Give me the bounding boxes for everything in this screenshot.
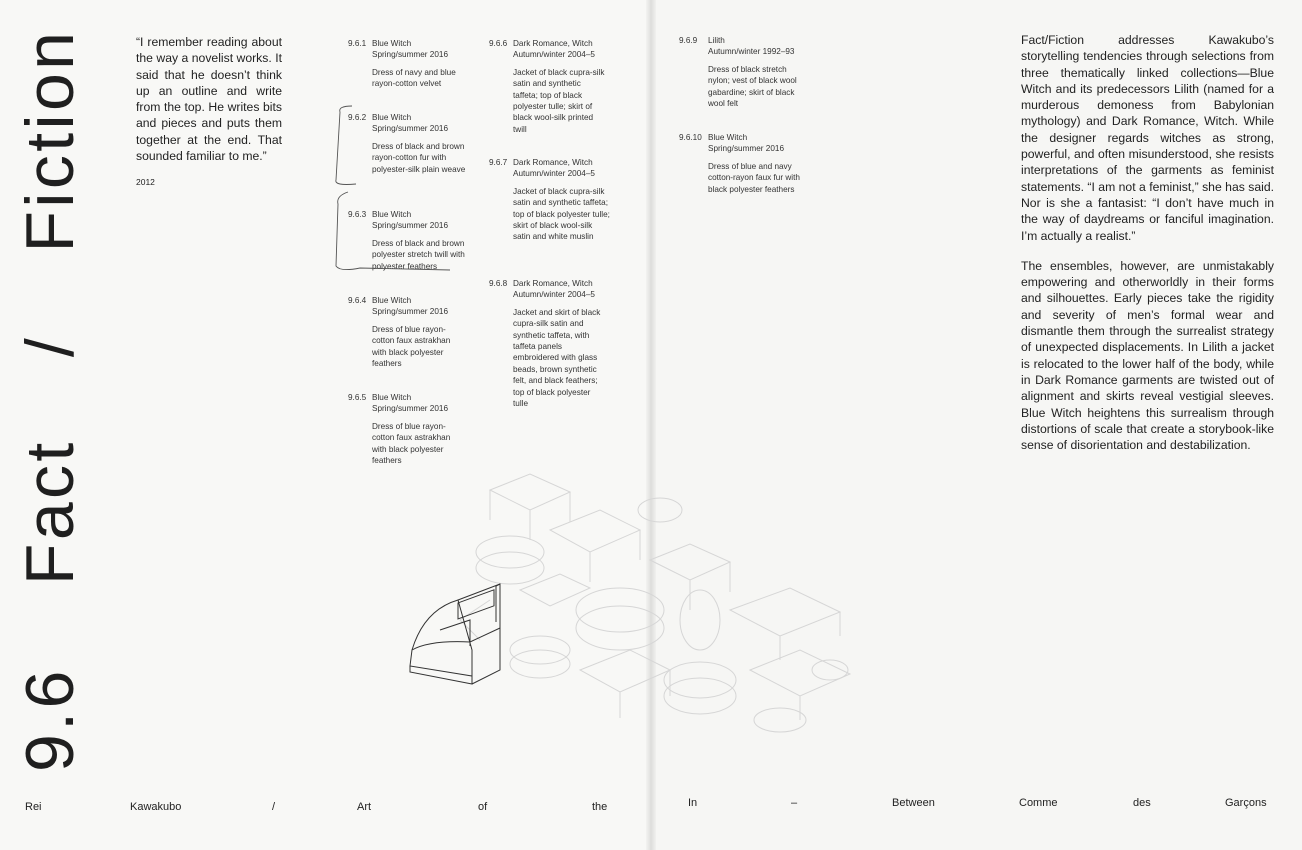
entry-season: Autumn/winter 2004–5 <box>513 50 595 60</box>
entry-number: 9.6.5 <box>348 393 367 402</box>
footer-word: des <box>1133 797 1151 809</box>
entry-title: Blue Witch <box>708 133 748 142</box>
footer-word: of <box>478 801 488 813</box>
entry-number: 9.6.8 <box>489 279 508 288</box>
pencil-bracket-marks <box>330 100 460 290</box>
essay-paragraph-2: The ensembles, however, are unmistakably empowering and otherworldly in their forms and silhouettes. Early pieces take the rigidity and severity of men’s formal wear and dismantle them through the surrealist strategy of unexpected displacements. In Lilith a jacket is relocated to the lower half of the body, while in Dark Romance garments are twisted out of alignment and skirts reveal vestigial sleeves. Blue Witch heightens this surrealism through distortions of scale that create a storybook-like sense of disorientation and destabilization. <box>1021 258 1274 453</box>
section-title <box>0 0 110 780</box>
entry-description: Dress of black stretch nylon; vest of black wool gabardine; skirt of black wool felt <box>708 64 797 109</box>
entry-title: Blue Witch <box>372 113 412 122</box>
entry-title: Blue Witch <box>372 296 412 305</box>
footer-word: Rei <box>25 801 42 813</box>
footer-word: Garçons <box>1225 797 1267 809</box>
footer-word: – <box>791 797 798 809</box>
entry-number: 9.6.6 <box>489 39 508 48</box>
entry-season: Autumn/winter 2004–5 <box>513 290 595 300</box>
footer-word: Art <box>357 801 372 813</box>
entry-number: 9.6.2 <box>348 113 367 122</box>
entry-season: Spring/summer 2016 <box>372 124 448 134</box>
exhibition-floorplan-drawing <box>400 470 880 750</box>
footer-word: the <box>592 801 608 813</box>
entry-description: Dress of blue and navy cotton-rayon faux fur with black polyester feathers <box>708 161 800 194</box>
entry-description: Dress of blue rayon-cotton faux astrakhan with black polyester feathers <box>372 421 451 466</box>
entry-description: Jacket of black cupra-silk satin and synthetic taffeta; top of black polyester tulle; skirt of black wool-silk satin and white muslin <box>513 186 610 242</box>
entry-title: Dark Romance, Witch <box>513 158 593 167</box>
entry-number: 9.6.9 <box>679 36 698 45</box>
entry-number: 9.6.10 <box>679 133 702 142</box>
footer-word: Kawakubo <box>130 801 182 813</box>
entry-title: Dark Romance, Witch <box>513 279 593 288</box>
entry-number: 9.6.1 <box>348 39 367 48</box>
entry-title: Blue Witch <box>372 39 412 48</box>
entry-season: Spring/summer 2016 <box>708 144 784 154</box>
quote-year: 2012 <box>136 177 155 188</box>
entry-season: Spring/summer 2016 <box>372 50 448 60</box>
entry-season: Autumn/winter 1992–93 <box>708 47 795 57</box>
footer-word: / <box>272 801 276 813</box>
entry-description: Jacket of black cupra-silk satin and synthetic taffeta; top of black polyester tulle; skirt of black wool-silk printed twill <box>513 67 605 134</box>
essay-paragraph-1: Fact/Fiction addresses Kawakubo’s storytelling tendencies through selections from three thematically linked collections—Blue Witch and its predecessors Lilith (named for a murderous demoness from Babylonian mythology) and Dark Romance, Witch. While the designer regards witches as strong, powerful, and often misunderstood, she resists interpretations of the garments as feminist statements. “I am not a feminist,” she has said. Nor is she a fantasist: “I don’t have much in the way of daydreams or fanciful imagination. I’m actually a realist.” <box>1021 33 1274 243</box>
entry-description: Dress of black and brown polyester stretch twill with polyester feathers <box>372 238 465 271</box>
entry-title: Dark Romance, Witch <box>513 39 593 48</box>
section-title-text: 9.6 Fact / Fiction <box>12 32 88 772</box>
footer-word: Between <box>892 797 935 809</box>
pull-quote <box>136 34 282 191</box>
entry-number: 9.6.4 <box>348 296 367 305</box>
entry-season: Spring/summer 2016 <box>372 307 448 317</box>
entry-season: Autumn/winter 2004–5 <box>513 169 595 179</box>
entry-description: Dress of black and brown rayon-cotton fur with polyester-silk plain weave <box>372 141 466 174</box>
entry-description: Dress of navy and blue rayon-cotton velvet <box>372 67 456 89</box>
entry-title: Blue Witch <box>372 393 412 402</box>
entry-number: 9.6.7 <box>489 158 508 167</box>
entry-title: Lilith <box>708 36 725 45</box>
footer-word: In <box>688 797 698 809</box>
footer-word: Comme <box>1019 797 1058 809</box>
quote-text: “I remember reading about the way a novelist works. It said that he doesn’t think up an outline and write from the top. He writes bits and pieces and puts them together at the end. That sounded familiar to me.” <box>136 35 282 164</box>
entry-description: Dress of blue rayon-cotton faux astrakhan with black polyester feathers <box>372 324 451 369</box>
entry-number: 9.6.3 <box>348 210 367 219</box>
essay-text <box>1021 32 1274 467</box>
entry-description: Jacket and skirt of black cupra-silk satin and synthetic taffeta, with taffeta panels embroidered with glass beads, brown synthetic felt, and black feathers; top of black polyester tulle <box>513 307 601 409</box>
entry-season: Spring/summer 2016 <box>372 404 448 414</box>
entry-title: Blue Witch <box>372 210 412 219</box>
entry-season: Spring/summer 2016 <box>372 221 448 231</box>
